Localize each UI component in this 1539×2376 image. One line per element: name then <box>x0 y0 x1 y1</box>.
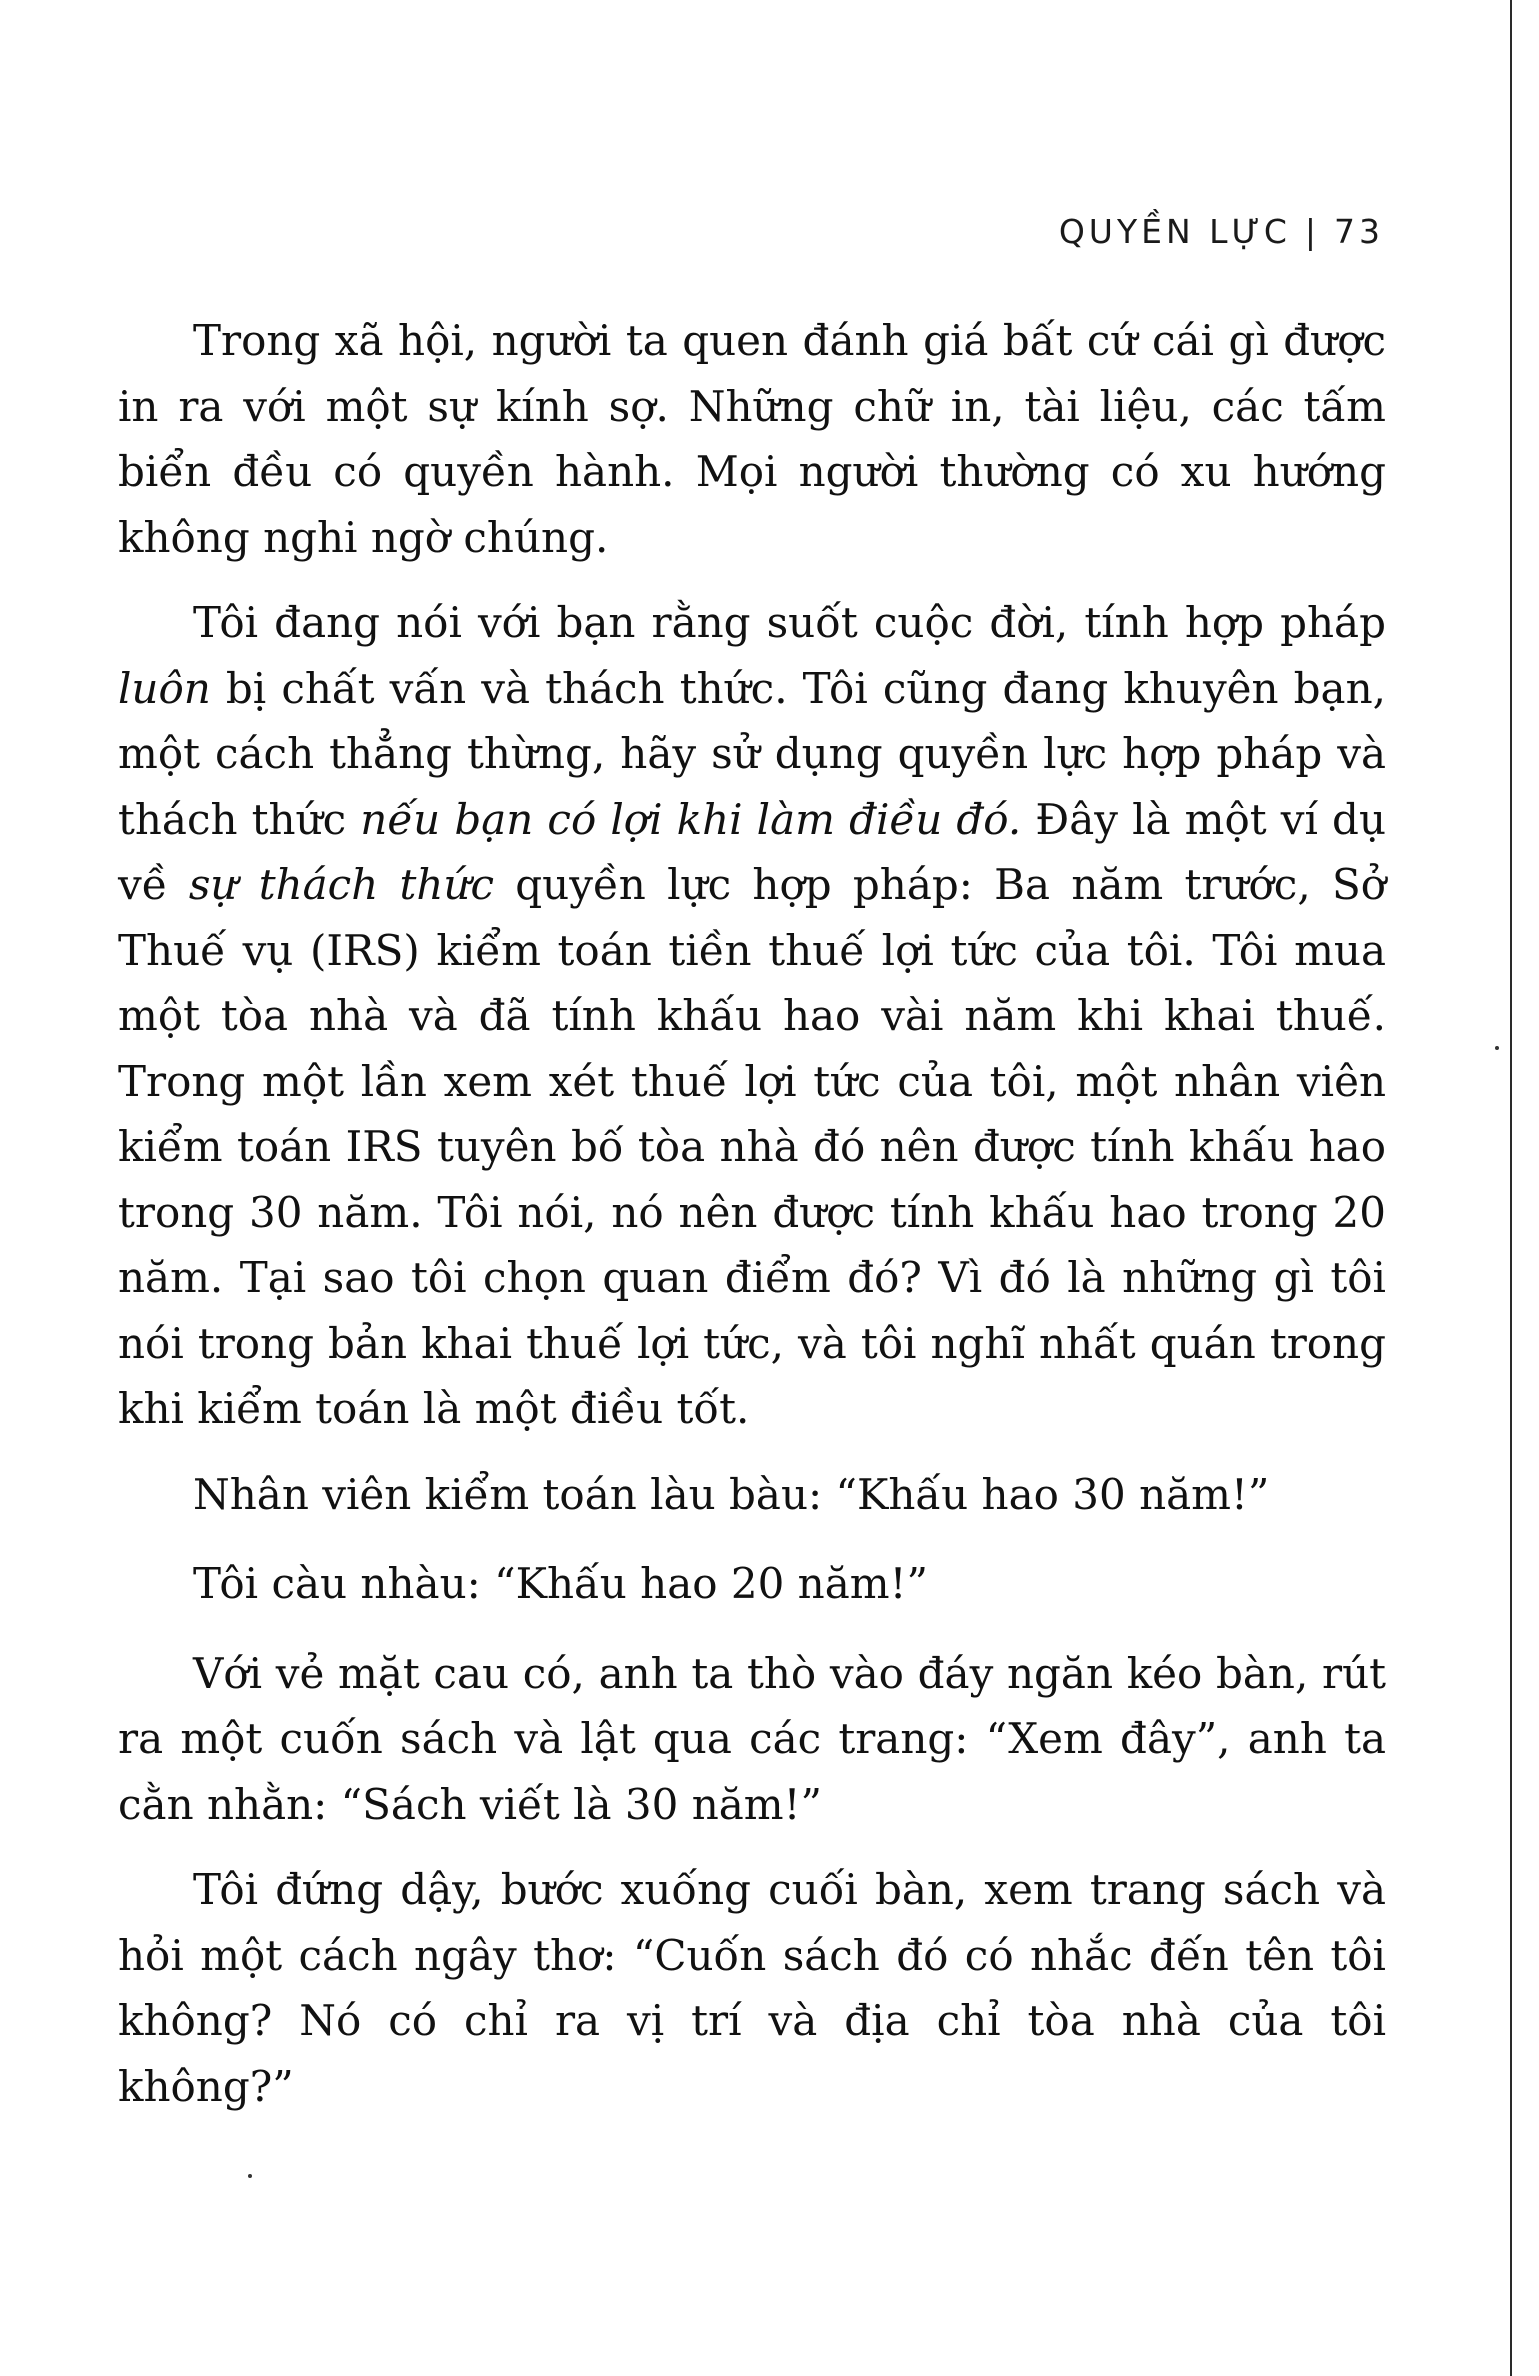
paragraph-1 <box>118 308 1386 570</box>
chapter-title: QUYỀN LỰC <box>1058 212 1291 251</box>
text-segment: Tôi đứng dậy, bước xuống cuối bàn, xem trang sách và hỏi một cách ngây thơ: “Cuốn sách đó có nhắc đến tên tôi không? Nó có chỉ ra vị trí và địa chỉ tòa nhà của tôi không?” <box>118 1865 1386 2111</box>
text-segment: Tôi đang nói với bạn rằng suốt cuộc đời, tính hợp pháp <box>193 598 1386 647</box>
paragraph-4 <box>118 1551 1386 1617</box>
italic-segment: luôn <box>118 663 211 713</box>
page-edge-line <box>1510 0 1512 2376</box>
italic-segment: nếu bạn có lợi khi làm điều đó. <box>360 794 1022 844</box>
text-segment: bị chất vấn và thách thức. Tôi cũng đang khuyên bạn, một cách thẳng thừng, hãy sử dụng quyền lực hợp pháp và thách thức <box>118 663 1386 844</box>
running-header <box>1059 212 1384 251</box>
paragraph-2 <box>118 590 1386 1442</box>
header-separator: | <box>1304 212 1320 251</box>
page-number: 73 <box>1334 212 1384 251</box>
paragraph-5 <box>118 1641 1386 1838</box>
text-segment: Trong xã hội, người ta quen đánh giá bất cứ cái gì được in ra với một sự kính sợ. Những chữ in, tài liệu, các tấm biển đều có quyền hành. Mọi người thường có xu hướng không nghi ngờ chúng. <box>118 316 1386 562</box>
text-segment: Đây là một ví dụ về <box>118 794 1386 909</box>
paragraph-3 <box>118 1462 1386 1528</box>
italic-segment: sự thách thức <box>188 860 495 909</box>
paragraph-6 <box>118 1857 1386 2119</box>
body-text <box>118 308 1386 2139</box>
text-segment: Nhân viên kiểm toán làu bàu: “Khấu hao 30 năm!” <box>193 1469 1270 1519</box>
text-segment: Với vẻ mặt cau có, anh ta thò vào đáy ngăn kéo bàn, rút ra một cuốn sách và lật qua các trang: “Xem đây”, anh ta cằn nhằn: “Sách viết là 30 năm!” <box>118 1648 1386 1829</box>
scan-speck <box>1495 1046 1499 1050</box>
text-segment: quyền lực hợp pháp: Ba năm trước, Sở Thuế vụ (IRS) kiểm toán tiền thuế lợi tức của tôi. Tôi mua một tòa nhà và đã tính khấu hao vài năm khi khai thuế. Trong một lần xem xét thuế lợi tức của tôi, một nhân viên kiểm toán IRS tuyên bố tòa nhà đó nên được tính khấu hao trong 30 năm. Tôi nói, nó nên được tính khấu hao trong 20 năm. Tại sao tôi chọn quan điểm đó? Vì đó là những gì tôi nói trong bản khai thuế lợi tức, và tôi nghĩ nhất quán trong khi kiểm toán là một điều tốt. <box>118 860 1386 1433</box>
scan-speck <box>248 2174 252 2178</box>
text-segment: Tôi càu nhàu: “Khấu hao 20 năm!” <box>193 1559 928 1608</box>
